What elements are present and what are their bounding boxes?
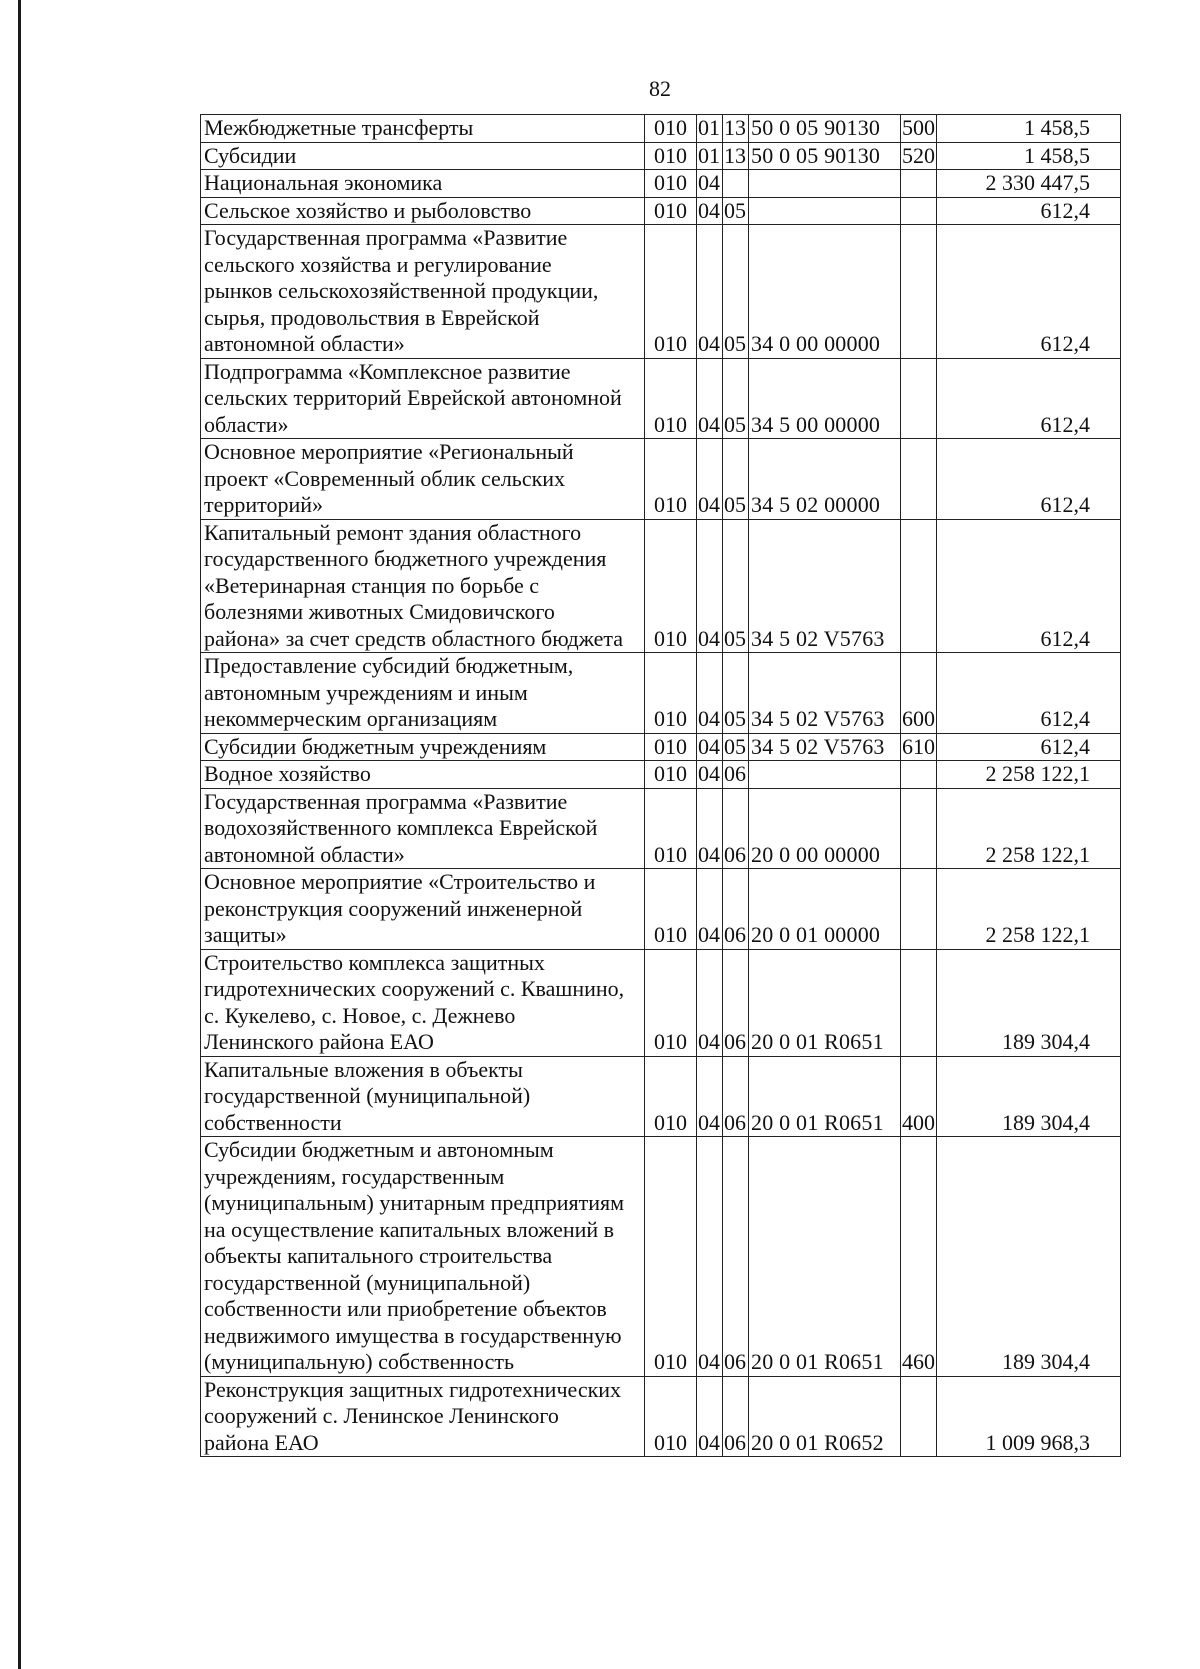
amount-cell: 2 330 447,5: [937, 170, 1121, 198]
target-article-cell: 50 0 05 90130: [749, 115, 901, 143]
target-article-cell: 34 5 02 00000: [749, 439, 901, 520]
ministry-code-cell: 010: [645, 788, 697, 869]
subsection-code-cell: 13: [723, 115, 749, 143]
line-item-name: Основное мероприятие «Региональный проект «Современный облик сельских территорий»: [201, 439, 645, 520]
expense-type-cell: [901, 949, 937, 1056]
expense-type-cell: 500: [902, 115, 935, 140]
section-code-cell: 01: [697, 142, 723, 170]
amount-cell: 1 458,5: [937, 142, 1121, 170]
section-code-cell: 04: [697, 653, 723, 734]
line-item-name: Основное мероприятие «Строительство и реконструкция сооружений инженерной защиты»: [201, 869, 645, 950]
subsection-code-cell: 06: [723, 788, 749, 869]
section-code-cell: 04: [697, 519, 723, 653]
target-article-cell: 34 5 02 V5763: [749, 733, 901, 761]
target-article-cell: 34 5 00 00000: [749, 358, 901, 439]
subsection-code-cell: 05: [723, 225, 749, 359]
table-row: [201, 197, 1121, 225]
expense-type-cell: [901, 197, 937, 225]
amount-cell: 2 258 122,1: [937, 761, 1121, 789]
expense-type-cell: [901, 225, 937, 359]
page-number: 82: [649, 76, 671, 101]
amount-cell: 2 258 122,1: [937, 788, 1121, 869]
section-code-cell: 04: [697, 358, 723, 439]
ministry-code-cell: 010: [645, 197, 697, 225]
section-code-cell: 04: [697, 1137, 723, 1377]
line-item-name: Государственная программа «Развитие водохозяйственного комплекса Еврейской автономной области»: [201, 788, 645, 869]
ministry-code-cell: 010: [645, 358, 697, 439]
expense-type-cell: 610: [902, 733, 935, 759]
section-code-cell: 04: [697, 733, 723, 761]
section-code-cell: 04: [697, 170, 723, 198]
target-article-cell: 20 0 01 R0651: [749, 1056, 901, 1137]
target-article-cell: [749, 170, 901, 198]
line-item-name: Субсидии: [201, 142, 645, 170]
amount-cell: 1 009 968,3: [937, 1376, 1121, 1457]
table-row: [201, 761, 1121, 789]
ministry-code-cell: 010: [645, 949, 697, 1056]
budget-table: [200, 114, 1121, 1457]
amount-cell: 612,4: [937, 358, 1121, 439]
ministry-code-cell: 010: [645, 519, 697, 653]
section-code-cell: 04: [697, 225, 723, 359]
amount-cell: 189 304,4: [937, 949, 1121, 1056]
section-code-cell: 04: [697, 1376, 723, 1457]
expense-type-cell: [901, 439, 937, 520]
table-row: [201, 653, 1121, 734]
section-code-cell: 04: [697, 1056, 723, 1137]
target-article-cell: 20 0 01 R0651: [749, 949, 901, 1056]
section-code-cell: 04: [697, 949, 723, 1056]
target-article-cell: [749, 197, 901, 225]
amount-cell: 1 458,5: [937, 115, 1121, 143]
table-row: [201, 1137, 1121, 1377]
subsection-code-cell: 06: [723, 761, 749, 789]
ministry-code-cell: 010: [645, 869, 697, 950]
amount-cell: 612,4: [937, 733, 1121, 761]
subsection-code-cell: 05: [723, 733, 749, 761]
subsection-code-cell: 05: [723, 439, 749, 520]
ministry-code-cell: 010: [645, 170, 697, 198]
line-item-name: Национальная экономика: [201, 170, 645, 198]
line-item-name: Капитальный ремонт здания областного государственного бюджетного учреждения «Ветеринарная станция по борьбе с болезнями животных Смидовичского района» за счет средств областного бюджета: [201, 519, 645, 653]
amount-cell: 612,4: [937, 225, 1121, 359]
amount-cell: 189 304,4: [937, 1056, 1121, 1137]
ministry-code-cell: 010: [645, 1376, 697, 1457]
target-article-cell: 20 0 01 R0651: [749, 1137, 901, 1377]
section-code-cell: 04: [697, 788, 723, 869]
expense-type-cell: [901, 869, 937, 950]
table-row: [201, 869, 1121, 950]
target-article-cell: 34 5 02 V5763: [749, 519, 901, 653]
ministry-code-cell: 010: [645, 115, 697, 143]
expense-type-cell: 600: [901, 653, 937, 734]
table-row: [201, 170, 1121, 198]
amount-cell: 2 258 122,1: [937, 869, 1121, 950]
table-row: [201, 733, 1121, 761]
line-item-name: Предоставление субсидий бюджетным, автономным учреждениям и иным некоммерческим организациям: [201, 653, 645, 734]
target-article-cell: 34 5 02 V5763: [749, 653, 901, 734]
amount-cell: 612,4: [937, 519, 1121, 653]
table-row: [201, 358, 1121, 439]
target-article-cell: 34 0 00 00000: [749, 225, 901, 359]
section-code-cell: 04: [697, 761, 723, 789]
target-article-cell: [749, 761, 901, 789]
ministry-code-cell: 010: [645, 439, 697, 520]
subsection-code-cell: 05: [723, 653, 749, 734]
amount-cell: 612,4: [937, 197, 1121, 225]
expense-type-cell: 460: [901, 1137, 937, 1377]
table-row: [201, 1056, 1121, 1137]
expense-type-cell: [901, 1376, 937, 1457]
ministry-code-cell: 010: [645, 733, 697, 761]
line-item-name: Строительство комплекса защитных гидротехнических сооружений с. Квашнино, с. Кукелево, с. Новое, с. Дежнево Ленинского района ЕАО: [201, 949, 645, 1056]
subsection-code-cell: 05: [723, 197, 749, 225]
line-item-name: Подпрограмма «Комплексное развитие сельских территорий Еврейской автономной области»: [201, 358, 645, 439]
table-row: [201, 788, 1121, 869]
amount-cell: 189 304,4: [937, 1137, 1121, 1377]
table-row: [201, 142, 1121, 170]
ministry-code-cell: 010: [645, 1056, 697, 1137]
line-item-name: Субсидии бюджетным и автономным учреждениям, государственным (муниципальным) унитарным предприятиям на осуществление капитальных вложений в объекты капитального строительства государственной (муниципальной) собственности или приобретение объектов недвижимого имущества в государственную (муниципальную) собственность: [201, 1137, 645, 1377]
table-row: [201, 519, 1121, 653]
section-code-cell: 04: [697, 439, 723, 520]
ministry-code-cell: 010: [645, 761, 697, 789]
expense-type-cell: [901, 170, 937, 198]
expense-type-cell: 400: [901, 1056, 937, 1137]
line-item-name: Межбюджетные трансферты: [201, 115, 645, 143]
scan-edge: [18, 0, 21, 1669]
ministry-code-cell: 010: [645, 1137, 697, 1377]
table-row: [201, 225, 1121, 359]
expense-type-cell: [901, 358, 937, 439]
subsection-code-cell: 06: [723, 1137, 749, 1377]
line-item-name: Сельское хозяйство и рыболовство: [201, 197, 645, 225]
line-item-name: Государственная программа «Развитие сельского хозяйства и регулирование рынков сельскохозяйственной продукции, сырья, продовольствия в Еврейской автономной области»: [201, 225, 645, 359]
ministry-code-cell: 010: [645, 142, 697, 170]
ministry-code-cell: 010: [645, 653, 697, 734]
subsection-code-cell: [723, 170, 749, 198]
section-code-cell: 04: [697, 197, 723, 225]
expense-type-cell: [901, 788, 937, 869]
target-article-cell: 20 0 01 00000: [749, 869, 901, 950]
expense-type-cell: [901, 519, 937, 653]
budget-table-body: [201, 115, 1121, 1457]
subsection-code-cell: 06: [723, 869, 749, 950]
ministry-code-cell: 010: [645, 225, 697, 359]
target-article-cell: 20 0 00 00000: [749, 788, 901, 869]
subsection-code-cell: 05: [723, 519, 749, 653]
line-item-name: Водное хозяйство: [201, 761, 645, 789]
table-row: [201, 439, 1121, 520]
subsection-code-cell: 06: [723, 949, 749, 1056]
expense-type-cell: [901, 761, 937, 789]
line-item-name: Капитальные вложения в объекты государственной (муниципальной) собственности: [201, 1056, 645, 1137]
table-row: [201, 949, 1121, 1056]
amount-cell: 612,4: [937, 439, 1121, 520]
table-row: [201, 115, 1121, 143]
subsection-code-cell: 06: [723, 1376, 749, 1457]
line-item-name: Реконструкция защитных гидротехнических сооружений с. Ленинское Ленинского района ЕАО: [201, 1376, 645, 1457]
target-article-cell: 50 0 05 90130: [749, 142, 901, 170]
amount-cell: 612,4: [937, 653, 1121, 734]
subsection-code-cell: 05: [723, 358, 749, 439]
target-article-cell: 20 0 01 R0652: [749, 1376, 901, 1457]
subsection-code-cell: 13: [723, 142, 749, 170]
expense-type-cell: 520: [902, 142, 935, 168]
table-row: [201, 1376, 1121, 1457]
section-code-cell: 01: [697, 115, 723, 143]
subsection-code-cell: 06: [723, 1056, 749, 1137]
line-item-name: Субсидии бюджетным учреждениям: [201, 733, 645, 761]
section-code-cell: 04: [697, 869, 723, 950]
